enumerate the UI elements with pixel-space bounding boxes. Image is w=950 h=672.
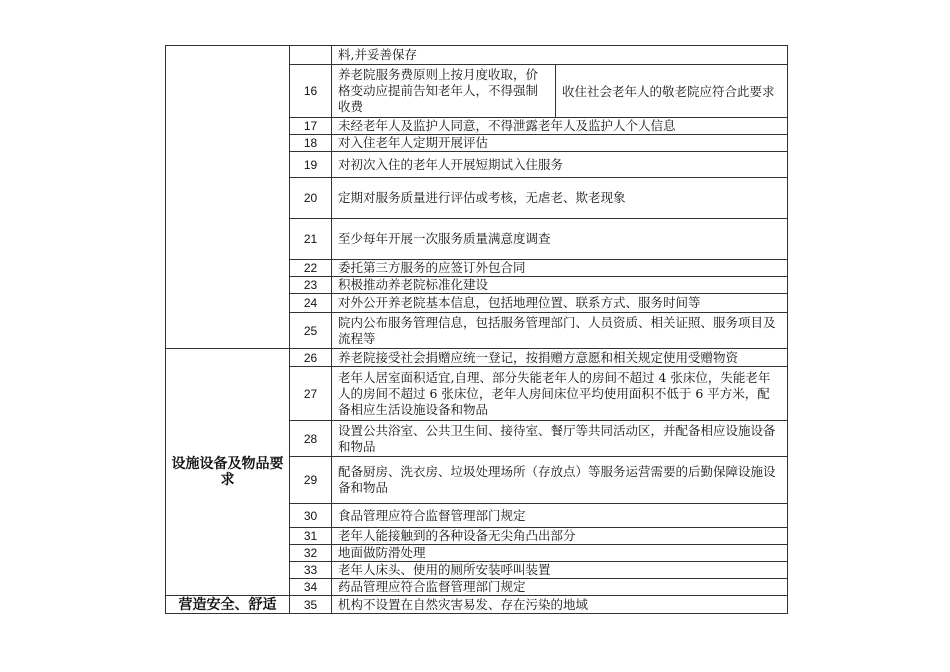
row-number: 18: [290, 135, 332, 152]
row-number: 25: [290, 313, 332, 349]
requirement-note: 收住社会老年人的敬老院应符合此要求: [556, 65, 788, 118]
row-number: 31: [290, 528, 332, 545]
requirement-text: 定期对服务质量进行评估或考核，无虐老、欺老现象: [332, 178, 788, 219]
table-row: [166, 596, 788, 614]
requirement-text: 养老院服务费原则上按月度收取，价格变动应提前告知老年人，不得强制收费: [332, 65, 556, 118]
requirement-text: 地面做防滑处理: [332, 545, 788, 562]
category-environment: 营造安全、舒适: [166, 596, 290, 614]
requirement-text: 机构不设置在自然灾害易发、存在污染的地域: [332, 596, 788, 614]
requirement-text: 未经老年人及监护人同意，不得泄露老年人及监护人个人信息: [332, 118, 788, 135]
requirement-text: 积极推动养老院标准化建设: [332, 277, 788, 294]
row-number: 33: [290, 562, 332, 579]
requirement-text: 食品管理应符合监督管理部门规定: [332, 504, 788, 528]
requirement-text: 委托第三方服务的应签订外包合同: [332, 260, 788, 277]
requirement-text: 老年人床头、使用的厕所安装呼叫装置: [332, 562, 788, 579]
row-number: 16: [290, 65, 332, 118]
requirement-text: 老年人居室面积适宜,自理、部分失能老年人的房间不超过 4 张床位，失能老年人的房间不超过 6 张床位，老年人房间床位平均使用面积不低于 6 平方米，配备相应生活设施设备和物品: [332, 367, 788, 421]
row-number: 29: [290, 457, 332, 504]
row-number: 27: [290, 367, 332, 421]
row-number: 35: [290, 596, 332, 614]
requirement-text: 老年人能接触到的各种设备无尖角凸出部分: [332, 528, 788, 545]
category-facilities: 设施设备及物品要求: [166, 349, 290, 596]
requirement-text: 养老院接受社会捐赠应统一登记，按捐赠方意愿和相关规定使用受赠物资: [332, 349, 788, 367]
requirement-text: 设置公共浴室、公共卫生间、接待室、餐厅等共同活动区，并配备相应设施设备和物品: [332, 421, 788, 457]
requirement-text: 至少每年开展一次服务质量满意度调查: [332, 219, 788, 260]
row-number: 34: [290, 579, 332, 596]
row-number: 32: [290, 545, 332, 562]
row-number: 26: [290, 349, 332, 367]
row-number: 21: [290, 219, 332, 260]
row-number: 22: [290, 260, 332, 277]
requirement-text: 院内公布服务管理信息，包括服务管理部门、人员资质、相关证照、服务项目及流程等: [332, 313, 788, 349]
row-number: 28: [290, 421, 332, 457]
requirement-text: 配备厨房、洗衣房、垃圾处理场所（存放点）等服务运营需要的后勤保障设施设备和物品: [332, 457, 788, 504]
requirement-text: 对初次入住的老年人开展短期试入住服务: [332, 152, 788, 178]
table-row: [166, 46, 788, 65]
row-number: [290, 46, 332, 65]
row-number: 23: [290, 277, 332, 294]
requirement-text: 料,并妥善保存: [332, 46, 788, 65]
requirement-text: 对外公开养老院基本信息，包括地理位置、联系方式、服务时间等: [332, 294, 788, 313]
row-number: 19: [290, 152, 332, 178]
row-number: 17: [290, 118, 332, 135]
row-number: 30: [290, 504, 332, 528]
requirements-table: [165, 45, 788, 614]
category-cell-empty: [166, 46, 290, 349]
requirement-text: 药品管理应符合监督管理部门规定: [332, 579, 788, 596]
row-number: 20: [290, 178, 332, 219]
row-number: 24: [290, 294, 332, 313]
table-row: [166, 349, 788, 367]
requirement-text: 对入住老年人定期开展评估: [332, 135, 788, 152]
